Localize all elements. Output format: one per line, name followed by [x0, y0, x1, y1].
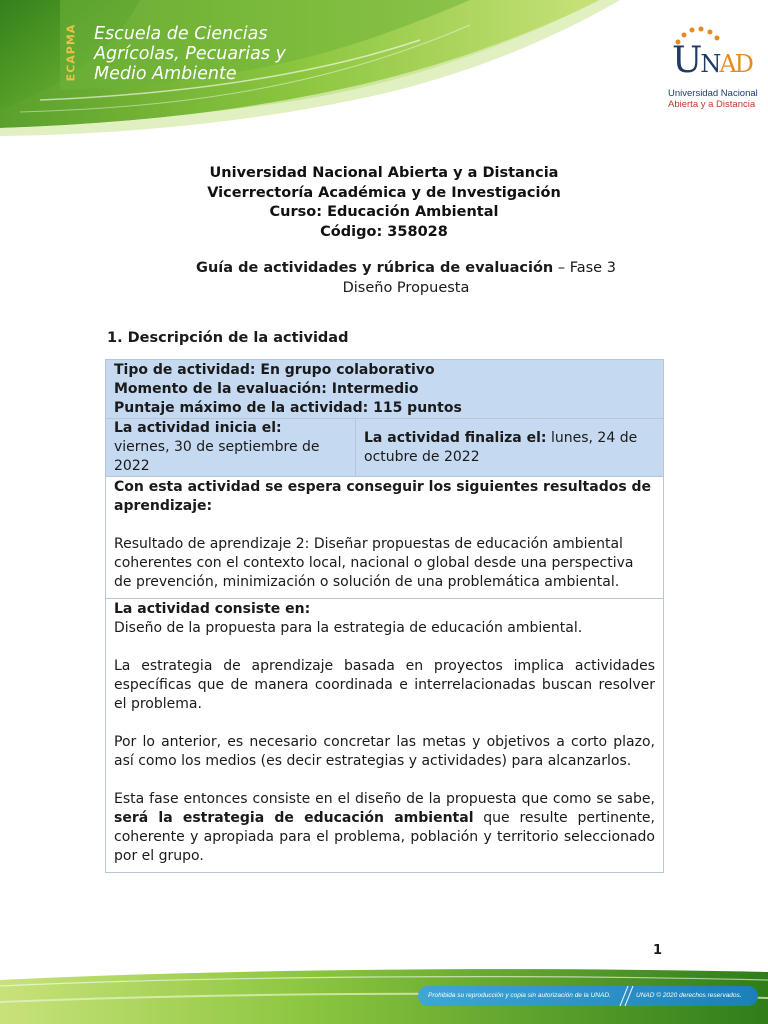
- ecapma-logo: ECAPMA: [64, 23, 78, 82]
- start-date-cell: [106, 419, 356, 476]
- unad-wordmark: UNAD: [672, 40, 752, 81]
- guide-title-phase: – Fase 3: [553, 260, 616, 276]
- guide-title: [0, 258, 768, 298]
- activity-table: [105, 359, 664, 873]
- school-line: Medio Ambiente: [94, 64, 237, 84]
- guide-title-bold: Guía de actividades y rúbrica de evaluación: [196, 260, 554, 276]
- end-label: La actividad finaliza el:: [364, 429, 547, 446]
- school-line: Agrícolas, Pecuarias y: [94, 44, 286, 64]
- activity-header-row: [106, 360, 663, 477]
- unad-line1: Universidad Nacional: [668, 88, 758, 99]
- header-banner: [0, 0, 768, 140]
- section-heading: 1. Descripción de la actividad: [107, 330, 349, 346]
- footer-rights: UNAD © 2020 derechos reservados.: [636, 992, 742, 999]
- evaluation-moment: Momento de la evaluación: Intermedio: [114, 381, 419, 397]
- vicerrectoria: Vicerrectoría Académica y de Investigación: [207, 184, 561, 201]
- learning-results-row: [106, 477, 663, 599]
- school-name: [94, 24, 286, 84]
- end-value: lunes, 24 de octubre de 2022: [364, 429, 638, 465]
- guide-subtitle: Diseño Propuesta: [342, 280, 470, 296]
- activity-paragraph-2: La estrategia de aprendizaje basada en proyectos implica actividades específicas que de manera coordinada e interrelacionadas buscan resolver el problema.: [114, 658, 655, 712]
- activity-consists-heading: La actividad consiste en:: [114, 601, 311, 617]
- learning-result-2: Resultado de aprendizaje 2: Diseñar propuestas de educación ambiental coherentes con el contexto local, nacional o global desde una perspectiva de prevención, minimización o solución de una problemática ambiental.: [114, 536, 634, 590]
- max-score: Puntaje máximo de la actividad: 115 puntos: [114, 400, 462, 416]
- activity-paragraph-4: Esta fase entonces consiste en el diseño de la propuesta que como se sabe, será la estrategia de educación ambiental que resulte pertinente, coherente y apropiada para el problema, población y territorio seleccionado por el grupo.: [114, 791, 655, 864]
- end-date-cell: [356, 419, 663, 476]
- learning-results-heading: Con esta actividad se espera conseguir los siguientes resultados de aprendizaje:: [114, 479, 652, 514]
- start-label: La actividad inicia el:: [114, 420, 282, 436]
- footer-notice: Prohibida su reproducción y copia sin autorización de la UNAD.: [428, 992, 611, 999]
- unad-logo: [640, 20, 760, 110]
- start-value: viernes, 30 de septiembre de 2022: [114, 439, 320, 474]
- activity-paragraph-1: Diseño de la propuesta para la estrategia de educación ambiental.: [114, 620, 583, 636]
- page-number: 1: [653, 943, 663, 958]
- course-code: Código: 358028: [320, 223, 448, 240]
- activity-paragraph-3: Por lo anterior, es necesario concretar las metas y objetivos a corto plazo, así como los medios (es decir estrategias y actividades) para alcanzarlos.: [114, 734, 655, 769]
- activity-description-row: [106, 599, 663, 872]
- document-titles: [0, 164, 768, 242]
- unad-line2: Abierta y a Distancia: [668, 99, 756, 110]
- university-name: Universidad Nacional Abierta y a Distancia: [209, 165, 559, 181]
- activity-type: Tipo de actividad: En grupo colaborativo: [114, 362, 435, 378]
- course-name: Curso: Educación Ambiental: [269, 204, 499, 220]
- school-line: Escuela de Ciencias: [94, 24, 268, 44]
